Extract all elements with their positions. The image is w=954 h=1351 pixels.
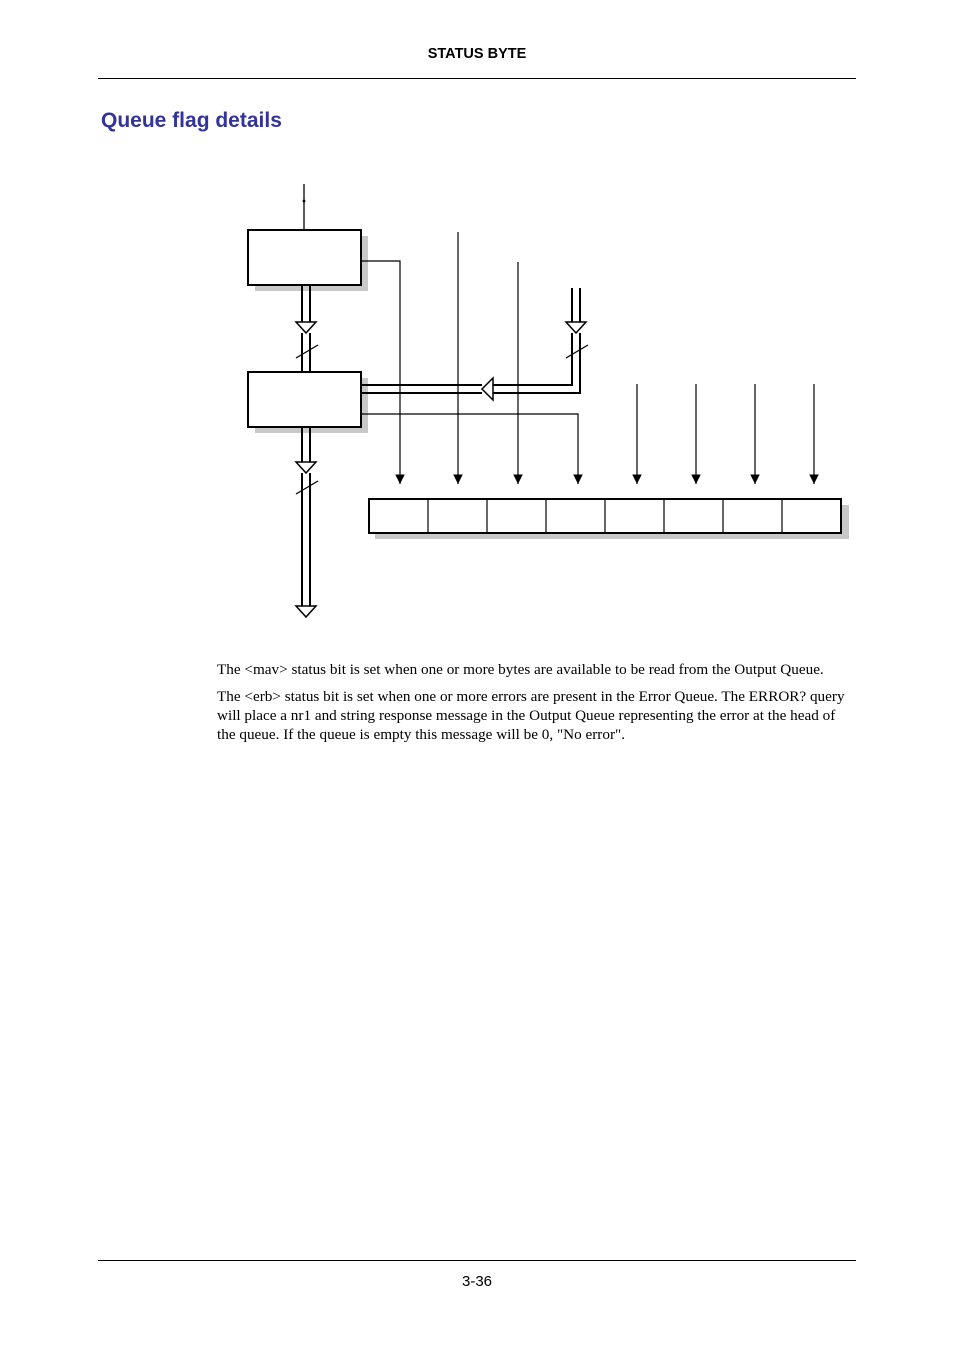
page-number: 3-36 — [461, 1273, 493, 1290]
signal-line-4 — [361, 414, 578, 484]
bus-output — [296, 427, 318, 617]
signal-line-1 — [361, 261, 400, 484]
section-title: Queue flag details — [101, 109, 282, 132]
footer-rule — [98, 1260, 856, 1261]
input-line — [303, 184, 306, 230]
body-text — [217, 660, 849, 752]
running-header: STATUS BYTE — [427, 46, 527, 62]
upper-queue-block — [248, 230, 368, 291]
status-signal-lines — [361, 232, 814, 484]
paragraph-mav: The <mav> status bit is set when one or more bytes are available to be read from the Output Queue. — [217, 661, 824, 678]
bus-upper-to-lower — [296, 285, 318, 372]
lower-queue-block — [248, 372, 368, 433]
bus-input-right — [361, 288, 588, 400]
queue-flag-diagram — [0, 0, 954, 660]
paragraph-erb: The <erb> status bit is set when one or more errors are present in the Error Queue. The ERROR? query will place a nr1 and string response message in the Output Queue representing the error at the head of the queue. If the queue is empty this message will be 0, "No error". — [217, 688, 845, 743]
status-byte-register — [369, 499, 849, 539]
